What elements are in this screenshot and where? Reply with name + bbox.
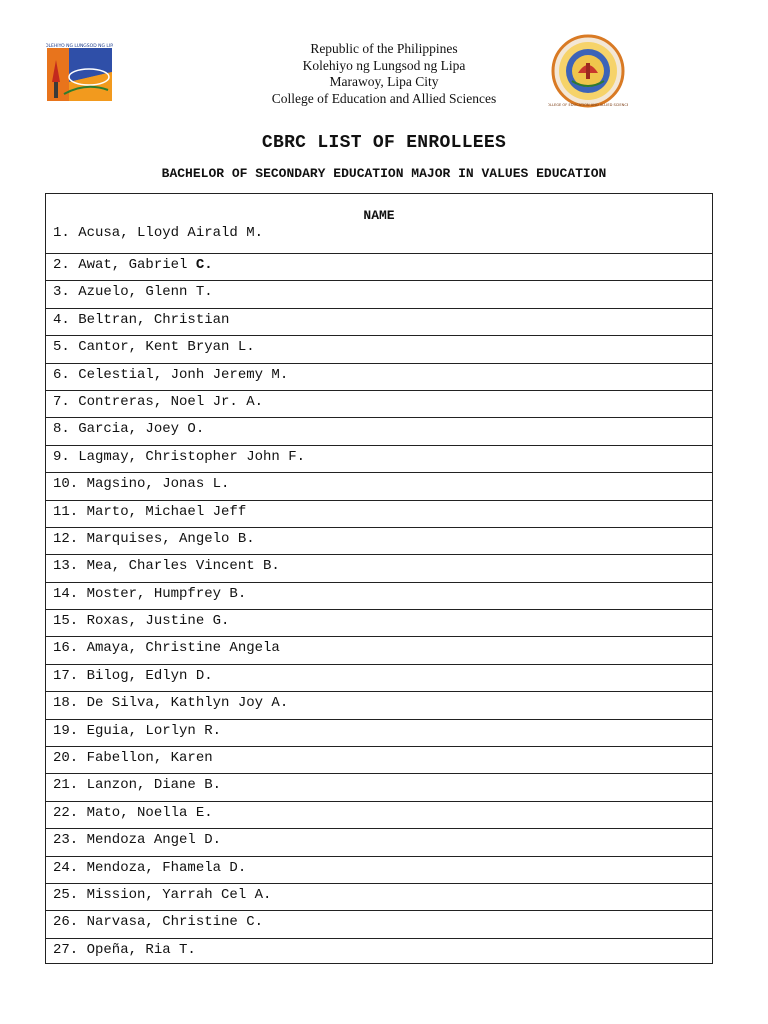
enrollee-name: 6. Celestial, Jonh Jeremy M. — [53, 366, 289, 383]
table-row — [46, 501, 712, 528]
table-row — [46, 774, 712, 801]
header-line-4: College of Education and Allied Sciences — [271, 90, 497, 106]
table-row — [46, 336, 712, 363]
enrollee-name: 22. Mato, Noella E. — [53, 804, 213, 821]
table-row — [46, 281, 712, 308]
enrollee-name: 10. Magsino, Jonas L. — [53, 476, 230, 493]
enrollee-name: 3. Azuelo, Glenn T. — [53, 284, 213, 301]
enrollees-table — [45, 193, 713, 964]
enrollee-name: 23. Mendoza Angel D. — [53, 832, 222, 849]
table-row — [46, 637, 712, 664]
table-row: 1. Acusa, Lloyd Airald M. — [53, 225, 264, 241]
enrollee-name: 8. Garcia, Joey O. — [53, 421, 205, 438]
enrollee-name: 16. Amaya, Christine Angela — [53, 640, 280, 657]
header-line-3: Marawoy, Lipa City — [329, 74, 439, 89]
table-row — [46, 391, 712, 418]
table-row — [46, 802, 712, 829]
enrollee-name: 15. Roxas, Justine G. — [53, 613, 230, 630]
table-row — [46, 418, 712, 445]
table-row — [46, 747, 712, 774]
college-logo — [46, 42, 113, 102]
table-row — [46, 309, 712, 336]
enrollee-name: 24. Mendoza, Fhamela D. — [53, 859, 247, 876]
table-row — [46, 911, 712, 938]
enrollee-name: 17. Bilog, Edlyn D. — [53, 667, 213, 684]
enrollee-name: 5. Cantor, Kent Bryan L. — [53, 339, 255, 356]
enrollee-name: 12. Marquises, Angelo B. — [53, 530, 255, 547]
header-line-2: Kolehiyo ng Lungsod ng Lipa — [302, 57, 466, 73]
enrollee-name: 7. Contreras, Noel Jr. A. — [53, 393, 264, 410]
enrollee-name: 25. Mission, Yarrah Cel A. — [53, 886, 272, 903]
department-seal — [548, 33, 628, 109]
table-row — [46, 364, 712, 391]
table-row — [46, 692, 712, 719]
enrollee-name: 21. Lanzon, Diane B. — [53, 777, 222, 794]
enrollee-name: 14. Moster, Humpfrey B. — [53, 585, 247, 602]
table-row — [46, 254, 712, 281]
document-subtitle: BACHELOR OF SECONDARY EDUCATION MAJOR IN VALUES EDUCATION — [161, 166, 607, 181]
table-row — [46, 473, 712, 500]
institution-header — [234, 41, 534, 107]
enrollee-name: 18. De Silva, Kathlyn Joy A. — [53, 695, 289, 712]
table-row — [46, 829, 712, 856]
header-line-1: Republic of the Philippines — [310, 41, 458, 56]
enrollee-name: 2. Awat, Gabriel — [53, 257, 196, 273]
document-title: CBRC LIST OF ENROLLEES — [261, 133, 507, 153]
enrollee-initial: C. — [195, 257, 213, 273]
enrollee-name: 9. Lagmay, Christopher John F. — [53, 448, 306, 465]
enrollee-name: 19. Eguia, Lorlyn R. — [53, 722, 222, 739]
table-row — [46, 884, 712, 911]
seal-caption: COLLEGE OF EDUCATION AND ALLIED SCIENCES — [548, 103, 628, 107]
table-row — [46, 665, 712, 692]
table-row — [46, 857, 712, 884]
table-row — [46, 446, 712, 473]
name-column-header: NAME — [363, 208, 395, 223]
table-row — [46, 610, 712, 637]
table-row — [46, 528, 712, 555]
table-row — [46, 720, 712, 747]
enrollee-name: 27. Opeña, Ria T. — [53, 941, 196, 958]
table-row — [46, 583, 712, 610]
table-header-row — [46, 194, 712, 254]
enrollee-name: 4. Beltran, Christian — [53, 311, 230, 328]
table-row — [46, 555, 712, 582]
left-logo-caption: KOLEHIYO NG LUNGSOD NG LIPA — [46, 44, 113, 49]
enrollee-name: 13. Mea, Charles Vincent B. — [53, 558, 280, 575]
enrollee-name: 20. Fabellon, Karen — [53, 750, 213, 767]
enrollee-name: 26. Narvasa, Christine C. — [53, 914, 264, 931]
table-row — [46, 939, 712, 966]
enrollee-name: 11. Marto, Michael Jeff — [53, 503, 247, 520]
